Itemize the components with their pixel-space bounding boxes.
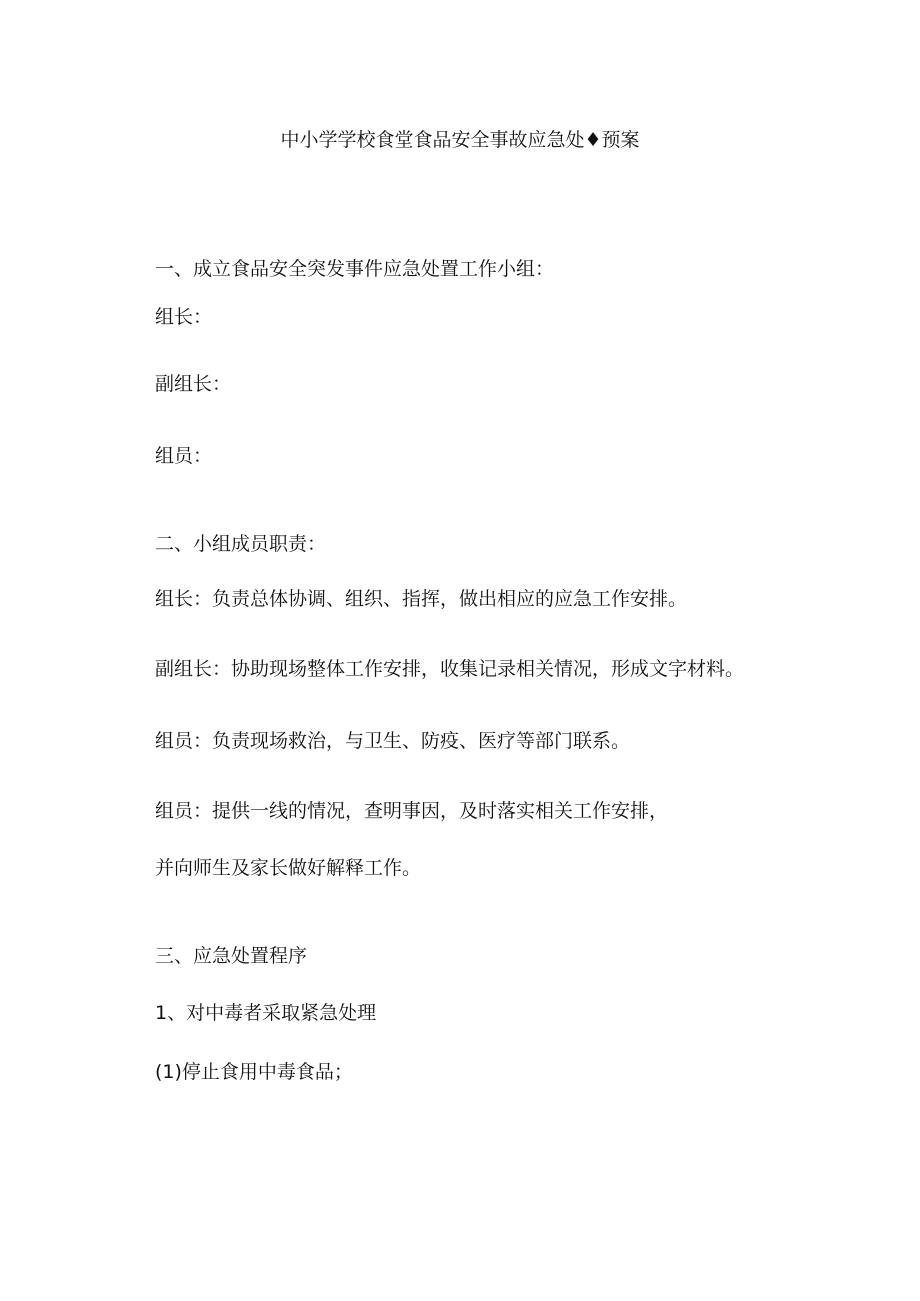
duty-member-investigation: 组员：提供一线的情况，查明事因，及时落实相关工作安排， (155, 800, 669, 822)
duty-leader: 组长：负责总体协调、组织、指挥，做出相应的应急工作安排。 (155, 588, 688, 610)
section-2-heading: 二、小组成员职责： (155, 533, 327, 555)
deputy-leader-label: 副组长： (155, 373, 232, 395)
procedure-step-1: 1、对中毒者采取紧急处理 (155, 1002, 377, 1024)
section-1-heading: 一、成立食品安全突发事件应急处置工作小组： (155, 258, 555, 280)
duty-member-rescue: 组员：负责现场救治，与卫生、防疫、医疗等部门联系。 (155, 730, 631, 752)
duty-deputy-leader: 副组长：协助现场整体工作安排，收集记录相关情况，形成文字材料。 (155, 658, 745, 680)
duty-member-investigation-continued: 并向师生及家长做好解释工作。 (155, 857, 422, 879)
members-label: 组员： (155, 445, 213, 467)
procedure-step-1-item-1: (1)停止食用中毒食品； (155, 1061, 353, 1083)
document-title: 中小学学校食堂食品安全事故应急处♦预案 (280, 129, 640, 151)
leader-label: 组长： (155, 306, 213, 328)
section-3-heading: 三、应急处置程序 (155, 945, 308, 967)
